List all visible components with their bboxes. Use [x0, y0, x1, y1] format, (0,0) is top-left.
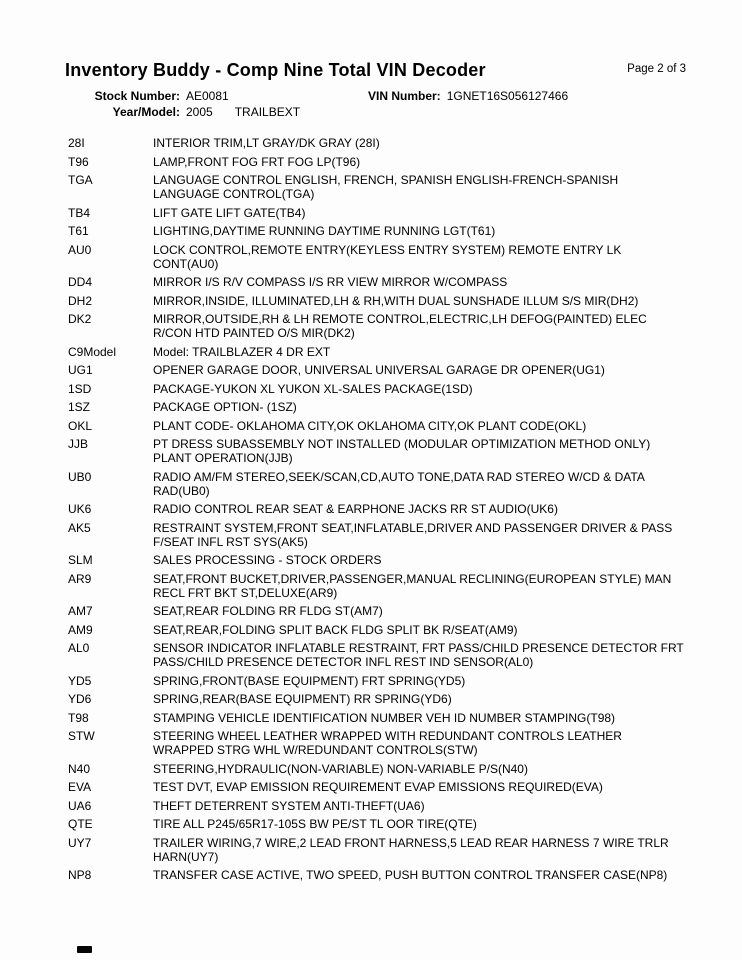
option-description: MIRROR I/S R/V COMPASS I/S RR VIEW MIRROR W/COMPASS [153, 275, 508, 289]
option-description: Model: TRAILBLAZER 4 DR EXT [153, 344, 331, 359]
option-row [68, 868, 742, 882]
option-code: UY7 [68, 835, 92, 850]
option-description: PT DRESS SUBASSEMBLY NOT INSTALLED (MODULAR OPTIMIZATION METHOD ONLY) PLANT OPERATION(JJB) [153, 437, 651, 465]
option-code: 1SZ [68, 400, 91, 414]
option-code: T96 [68, 154, 89, 169]
option-description: SENSOR INDICATOR INFLATABLE RESTRAINT, FRT PASS/CHILD PRESENCE DETECTOR FRT PASS/CHILD PRESENCE DETECTOR INFL REST IND SENSOR(AL0) [153, 641, 684, 669]
option-description: THEFT DETERRENT SYSTEM ANTI-THEFT(UA6) [153, 798, 425, 813]
option-code: C9Model [68, 344, 117, 359]
option-row [68, 136, 742, 150]
option-row [68, 275, 742, 289]
option-code: T98 [68, 710, 89, 725]
option-description: TRANSFER CASE ACTIVE, TWO SPEED, PUSH BUTTON CONTROL TRANSFER CASE(NP8) [153, 868, 668, 882]
option-code: AK5 [68, 520, 91, 535]
option-row [68, 641, 742, 669]
stock-number-label: Stock Number: [94, 89, 180, 103]
option-description: OPENER GARAGE DOOR, UNIVERSAL UNIVERSAL GARAGE DR OPENER(UG1) [153, 363, 605, 377]
option-row [68, 502, 742, 516]
option-row [68, 729, 742, 757]
option-row [68, 243, 742, 271]
option-description: STAMPING VEHICLE IDENTIFICATION NUMBER VEH ID NUMBER STAMPING(T98) [153, 710, 616, 725]
option-code: UG1 [68, 363, 93, 377]
option-row [68, 345, 742, 359]
option-code: AU0 [68, 242, 92, 257]
option-description: SALES PROCESSING - STOCK ORDERS [153, 553, 382, 567]
option-code: AM9 [68, 622, 93, 637]
option-code: UB0 [68, 469, 92, 484]
option-row [68, 382, 742, 396]
scan-artifact [77, 946, 92, 953]
option-code: TGA [68, 173, 93, 187]
meta-line-stock-vin [65, 88, 742, 104]
option-description: PLANT CODE- OKLAHOMA CITY,OK OKLAHOMA CITY,OK PLANT CODE(OKL) [153, 418, 587, 433]
option-row [68, 692, 742, 706]
option-row [68, 173, 742, 201]
option-description: SEAT,REAR FOLDING RR FLDG ST(AM7) [153, 604, 383, 618]
vin-number-value: 1GNET16S056127466 [446, 89, 569, 103]
option-code: AR9 [68, 571, 92, 586]
option-code: STW [68, 729, 95, 743]
option-code: N40 [68, 761, 91, 776]
option-code: AL0 [68, 641, 90, 655]
option-row [68, 799, 742, 813]
option-row [68, 155, 742, 169]
year-model-label: Year/Model: [112, 105, 180, 119]
option-row [68, 470, 742, 498]
option-row [68, 817, 742, 831]
option-description: MIRROR,OUTSIDE,RH & LH REMOTE CONTROL,ELECTRIC,LH DEFOG(PAINTED) ELEC R/CON HTD PAINTED O/S MIR(DK2) [153, 312, 647, 340]
option-code: NP8 [68, 868, 92, 882]
option-description: INTERIOR TRIM,LT GRAY/DK GRAY (28I) [153, 136, 380, 150]
option-description: LIGHTING,DAYTIME RUNNING DAYTIME RUNNING LGT(T61) [153, 224, 496, 238]
option-code: YD5 [68, 673, 92, 688]
option-row [68, 400, 742, 414]
option-description: TRAILER WIRING,7 WIRE,2 LEAD FRONT HARNESS,5 LEAD REAR HARNESS 7 WIRE TRLR HARN(UY7) [153, 835, 669, 864]
option-description: LOCK CONTROL,REMOTE ENTRY(KEYLESS ENTRY SYSTEM) REMOTE ENTRY LK CONT(AU0) [153, 242, 622, 271]
option-code: AM7 [68, 604, 93, 618]
option-code: YD6 [68, 692, 92, 706]
option-row [68, 762, 742, 776]
option-row [68, 553, 742, 567]
option-code: JJB [68, 437, 89, 451]
option-code: DK2 [68, 312, 92, 326]
option-code: DD4 [68, 275, 93, 289]
model-value: TRAILBEXT [234, 105, 301, 119]
title-row [0, 0, 742, 81]
option-row [68, 206, 742, 220]
option-row [68, 294, 742, 308]
page-indicator: Page 2 of 3 [627, 63, 686, 75]
option-description: SEAT,FRONT BUCKET,DRIVER,PASSENGER,MANUAL RECLINING(EUROPEAN STYLE) MAN RECL FRT BKT ST,DELUXE(AR9) [153, 571, 672, 600]
option-code: SLM [68, 553, 93, 567]
option-code: OKL [68, 418, 93, 433]
option-row [68, 224, 742, 238]
option-row [68, 674, 742, 688]
option-code: 28I [68, 136, 85, 150]
option-code: UA6 [68, 798, 92, 813]
year-value: 2005 [186, 105, 213, 119]
vehicle-meta [0, 81, 742, 120]
option-row [68, 419, 742, 433]
option-row [68, 623, 742, 637]
stock-number-value: AE0081 [186, 89, 229, 103]
option-description: RESTRAINT SYSTEM,FRONT SEAT,INFLATABLE,DRIVER AND PASSENGER DRIVER & PASS F/SEAT INFL RST SYS(AK5) [153, 520, 673, 549]
option-row [68, 437, 742, 465]
option-row [68, 312, 742, 340]
option-description: STEERING WHEEL LEATHER WRAPPED WITH REDUNDANT CONTROLS LEATHER WRAPPED STRG WHL W/REDUNDANT CONTROLS(STW) [153, 729, 622, 757]
option-description: LANGUAGE CONTROL ENGLISH, FRENCH, SPANISH ENGLISH-FRENCH-SPANISH LANGUAGE CONTROL(TGA) [153, 173, 619, 201]
option-code: DH2 [68, 293, 93, 308]
option-row [68, 521, 742, 549]
option-code: TB4 [68, 205, 91, 220]
option-description: TEST DVT, EVAP EMISSION REQUIREMENT EVAP EMISSIONS REQUIRED(EVA) [153, 780, 603, 794]
option-description: LAMP,FRONT FOG FRT FOG LP(T96) [153, 154, 361, 169]
option-row [68, 711, 742, 725]
option-description: PACKAGE OPTION- (1SZ) [153, 400, 297, 414]
option-code: EVA [68, 780, 92, 794]
meta-line-year-model [65, 104, 742, 120]
option-row [68, 780, 742, 794]
option-description: MIRROR,INSIDE, ILLUMINATED,LH & RH,WITH DUAL SUNSHADE ILLUM S/S MIR(DH2) [153, 293, 639, 308]
option-code: 1SD [68, 381, 92, 396]
vin-number-label: VIN Number: [368, 89, 441, 103]
option-description: RADIO AM/FM STEREO,SEEK/SCAN,CD,AUTO TONE,DATA RAD STEREO W/CD & DATA RAD(UB0) [153, 469, 645, 498]
option-row [68, 836, 742, 864]
option-description: TIRE ALL P245/65R17-105S BW PE/ST TL OOR TIRE(QTE) [153, 817, 477, 831]
option-description: SEAT,REAR,FOLDING SPLIT BACK FLDG SPLIT BK R/SEAT(AM9) [153, 622, 518, 637]
option-code: QTE [68, 817, 93, 831]
page-title: Inventory Buddy - Comp Nine Total VIN Decoder [65, 60, 486, 80]
option-code: UK6 [68, 502, 92, 516]
option-description: LIFT GATE LIFT GATE(TB4) [153, 205, 306, 220]
option-description: PACKAGE-YUKON XL YUKON XL-SALES PACKAGE(1SD) [153, 381, 473, 396]
option-description: SPRING,REAR(BASE EQUIPMENT) RR SPRING(YD6) [153, 692, 452, 706]
option-description: SPRING,FRONT(BASE EQUIPMENT) FRT SPRING(YD5) [153, 673, 466, 688]
option-row [68, 572, 742, 600]
option-code: T61 [68, 224, 89, 238]
option-row [68, 604, 742, 618]
option-description: STEERING,HYDRAULIC(NON-VARIABLE) NON-VARIABLE P/S(N40) [153, 761, 528, 776]
option-row [68, 363, 742, 377]
options-list [0, 120, 742, 882]
option-description: RADIO CONTROL REAR SEAT & EARPHONE JACKS RR ST AUDIO(UK6) [153, 502, 558, 516]
